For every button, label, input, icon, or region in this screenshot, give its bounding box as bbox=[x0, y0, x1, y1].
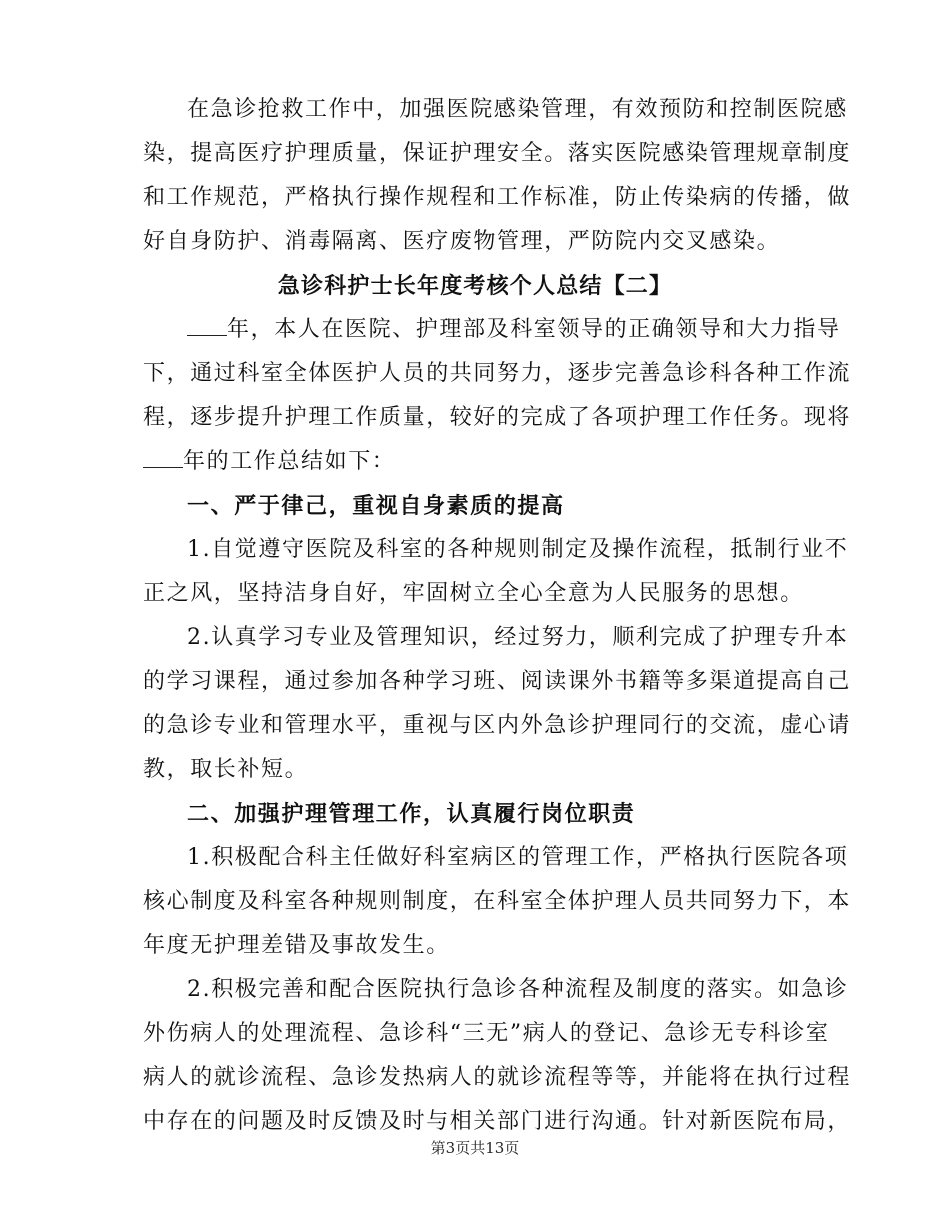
section-heading: 二、加强护理管理工作，认真履行岗位职责 bbox=[187, 801, 636, 827]
text-line: 1.自觉遵守医院及科室的各种规则制定及操作流程，抵制行业不 bbox=[187, 537, 849, 562]
text-span: 年，本人在医院、护理部及科室领导的正确领导和大力指导 bbox=[227, 317, 841, 342]
text-span: 年的工作总结如下： bbox=[183, 449, 396, 474]
text-line: 中存在的问题及时反馈及时与相关部门进行沟通。针对新医院布局， bbox=[143, 1109, 852, 1134]
list-item bbox=[143, 528, 849, 616]
text-line: 染，提高医疗护理质量，保证护理安全。落实医院感染管理规章制度 bbox=[143, 141, 852, 166]
text-line: 和工作规范，严格执行操作规程和工作标准，防止传染病的传播，做 bbox=[143, 185, 852, 210]
page-number-footer: 第3页共13页 bbox=[430, 1139, 520, 1157]
list-item bbox=[143, 616, 852, 792]
text-line: 年度无护理差错及事故发生。 bbox=[143, 933, 450, 958]
text-line: 1.积极配合科主任做好科室病区的管理工作，严格执行医院各项 bbox=[187, 845, 849, 870]
text-line: 2.认真学习专业及管理知识，经过努力，顺利完成了护理专升本 bbox=[187, 625, 849, 650]
text-line: 的学习课程，通过参加各种学习班、阅读课外书籍等多渠道提高自己 bbox=[143, 669, 852, 694]
paragraph-intro bbox=[143, 308, 852, 484]
text-line: 正之风，坚持洁身自好，牢固树立全心全意为人民服务的思想。 bbox=[143, 581, 804, 606]
text-line: 的急诊专业和管理水平，重视与区内外急诊护理同行的交流，虚心请 bbox=[143, 713, 852, 738]
text-line: 核心制度及科室各种规则制度，在科室全体护理人员共同努力下，本 bbox=[143, 889, 852, 914]
text-line bbox=[143, 440, 807, 484]
blank-underline bbox=[187, 317, 227, 336]
text-line: 下，通过科室全体医护人员的共同努力，逐步完善急诊科各种工作流 bbox=[143, 361, 852, 386]
blank-underline bbox=[143, 449, 183, 468]
section-title: 急诊科护士长年度考核个人总结【二】 bbox=[277, 273, 673, 299]
list-item bbox=[143, 968, 852, 1144]
text-line: 教，取长补短。 bbox=[143, 757, 309, 782]
text-line: 2.积极完善和配合医院执行急诊各种流程及制度的落实。如急诊 bbox=[187, 977, 849, 1002]
list-item bbox=[143, 836, 852, 968]
section-heading: 一、严于律己，重视自身素质的提高 bbox=[187, 493, 565, 519]
text-line: 病人的就诊流程、急诊发热病人的就诊流程等等，并能将在执行过程 bbox=[143, 1065, 852, 1090]
paragraph-infection-control bbox=[143, 88, 852, 264]
document-body bbox=[143, 88, 852, 1144]
text-line: 外伤病人的处理流程、急诊科“三无”病人的登记、急诊无专科诊室 bbox=[143, 1021, 830, 1046]
text-line bbox=[143, 308, 841, 352]
text-line: 程，逐步提升护理工作质量，较好的完成了各项护理工作任务。现将 bbox=[143, 405, 852, 430]
text-line: 好自身防护、消毒隔离、医疗废物管理，严防院内交叉感染。 bbox=[143, 229, 781, 254]
text-line: 在急诊抢救工作中，加强医院感染管理，有效预防和控制医院感 bbox=[187, 97, 848, 122]
